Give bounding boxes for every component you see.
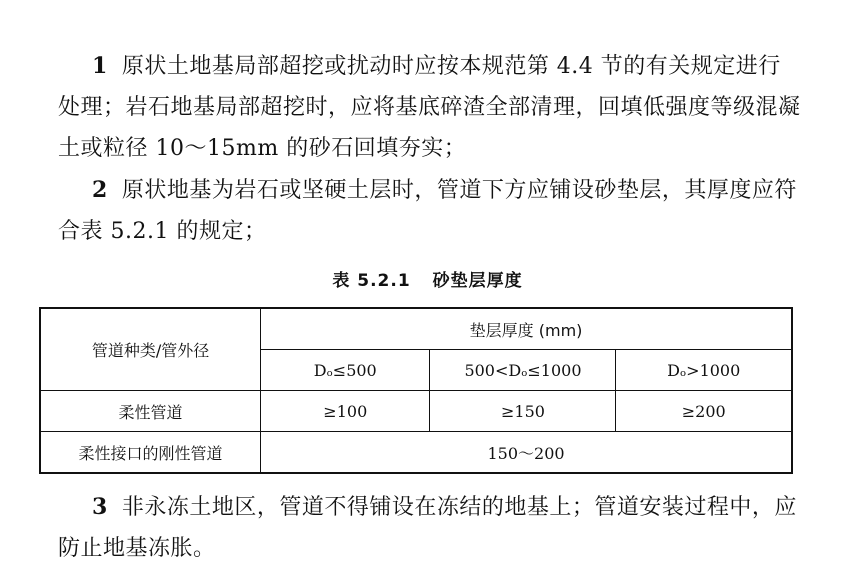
column-header: 500<Dₒ≤1000 xyxy=(430,350,616,391)
row-label: 柔性接口的刚性管道 xyxy=(40,432,261,474)
paragraph-1 xyxy=(58,46,803,169)
table-caption xyxy=(0,266,855,291)
paragraph-text: 非永冻土地区，管道不得铺设在冻结的地基上；管道安装过程中，应防止地基冻胀。 xyxy=(58,495,797,561)
column-header: Dₒ>1000 xyxy=(616,350,792,391)
table-row xyxy=(40,391,792,432)
paragraph-text: 原状地基为岩石或坚硬土层时，管道下方应铺设砂垫层，其厚度应符合表 5.2.1 的规定； xyxy=(58,178,797,244)
paragraph-3 xyxy=(58,487,803,569)
paragraph-2 xyxy=(58,170,803,252)
table-caption-number: 表 5.2.1 xyxy=(332,271,411,291)
cushion-thickness-table xyxy=(39,307,793,474)
table-cell: ≥200 xyxy=(616,391,792,432)
table-cell: ≥100 xyxy=(261,391,430,432)
paragraph-number: 2 xyxy=(92,177,108,203)
table-caption-title: 砂垫层厚度 xyxy=(432,271,523,291)
table-cell: ≥150 xyxy=(430,391,616,432)
row-header-label: 管道种类/管外径 xyxy=(40,308,261,391)
column-header: Dₒ≤500 xyxy=(261,350,430,391)
table-cell-merged: 150～200 xyxy=(261,432,792,474)
column-group-header: 垫层厚度 (mm) xyxy=(261,308,792,350)
row-label: 柔性管道 xyxy=(40,391,261,432)
paragraph-number: 3 xyxy=(92,494,108,520)
paragraph-text: 原状土地基局部超挖或扰动时应按本规范第 4.4 节的有关规定进行处理；岩石地基局部超挖时，应将基底碎渣全部清理，回填低强度等级混凝土或粒径 10～15mm 的砂石回填夯实； xyxy=(58,54,801,161)
paragraph-number: 1 xyxy=(92,53,108,79)
table-row xyxy=(40,432,792,474)
